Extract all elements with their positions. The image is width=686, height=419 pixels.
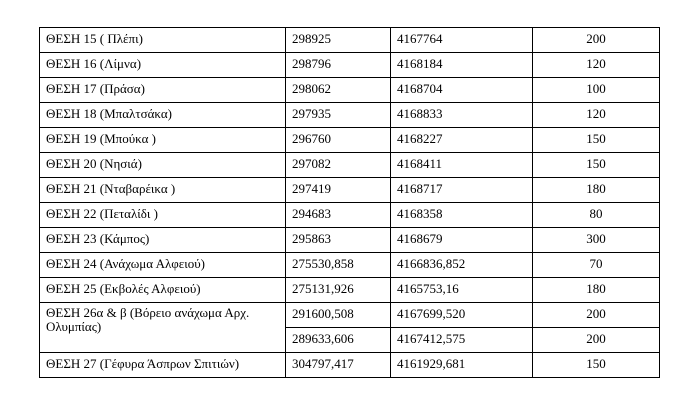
position-name-cell: ΘΕΣΗ 27 (Γέφυρα Άσπρων Σπιτιών) [40,353,286,378]
position-name-cell: ΘΕΣΗ 15 ( Πλέπι) [40,28,286,53]
position-name-cell: ΘΕΣΗ 24 (Ανάχωμα Αλφειού) [40,253,286,278]
y-coordinate-cell: 4168358 [391,203,533,228]
x-coordinate-cell: 298925 [286,28,391,53]
value-cell: 150 [533,353,660,378]
x-coordinate-cell: 291600,508 [286,303,391,328]
position-name-cell: ΘΕΣΗ 18 (Μπαλτσάκα) [40,103,286,128]
table-row [40,53,660,78]
table-row [40,28,660,53]
table-row [40,153,660,178]
table-row [40,178,660,203]
table-row [40,103,660,128]
position-name-cell: ΘΕΣΗ 19 (Μπούκα ) [40,128,286,153]
x-coordinate-cell: 294683 [286,203,391,228]
x-coordinate-cell: 295863 [286,228,391,253]
y-coordinate-cell: 4165753,16 [391,278,533,303]
table-row [40,353,660,378]
table-row [40,278,660,303]
x-coordinate-cell: 297082 [286,153,391,178]
x-coordinate-cell: 298062 [286,78,391,103]
x-coordinate-cell: 275131,926 [286,278,391,303]
y-coordinate-cell: 4166836,852 [391,253,533,278]
coordinates-table [39,27,660,378]
y-coordinate-cell: 4167699,520 [391,303,533,328]
y-coordinate-cell: 4168717 [391,178,533,203]
table-row [40,78,660,103]
value-cell: 80 [533,203,660,228]
x-coordinate-cell: 297419 [286,178,391,203]
table-row [40,303,660,328]
value-cell: 300 [533,228,660,253]
table-row [40,128,660,153]
value-cell: 180 [533,178,660,203]
y-coordinate-cell: 4168184 [391,53,533,78]
y-coordinate-cell: 4167764 [391,28,533,53]
table-row [40,253,660,278]
value-cell: 70 [533,253,660,278]
value-cell: 200 [533,328,660,353]
value-cell: 180 [533,278,660,303]
position-name-cell: ΘΕΣΗ 16 (Λίμνα) [40,53,286,78]
y-coordinate-cell: 4168704 [391,78,533,103]
value-cell: 100 [533,78,660,103]
value-cell: 200 [533,303,660,328]
y-coordinate-cell: 4168411 [391,153,533,178]
y-coordinate-cell: 4168679 [391,228,533,253]
value-cell: 120 [533,53,660,78]
position-name-cell: ΘΕΣΗ 22 (Πεταλίδι ) [40,203,286,228]
value-cell: 150 [533,153,660,178]
y-coordinate-cell: 4168227 [391,128,533,153]
x-coordinate-cell: 289633,606 [286,328,391,353]
y-coordinate-cell: 4161929,681 [391,353,533,378]
table-row [40,228,660,253]
position-name-cell: ΘΕΣΗ 26α & β (Βόρειο ανάχωμα Αρχ. Ολυμπίας) [40,303,286,353]
x-coordinate-cell: 275530,858 [286,253,391,278]
value-cell: 120 [533,103,660,128]
value-cell: 150 [533,128,660,153]
x-coordinate-cell: 298796 [286,53,391,78]
position-name-cell: ΘΕΣΗ 21 (Νταβαρέικα ) [40,178,286,203]
value-cell: 200 [533,28,660,53]
position-name-cell: ΘΕΣΗ 20 (Νησιά) [40,153,286,178]
table-row [40,203,660,228]
x-coordinate-cell: 297935 [286,103,391,128]
position-name-cell: ΘΕΣΗ 17 (Πράσα) [40,78,286,103]
x-coordinate-cell: 304797,417 [286,353,391,378]
y-coordinate-cell: 4168833 [391,103,533,128]
position-name-cell: ΘΕΣΗ 25 (Εκβολές Αλφειού) [40,278,286,303]
x-coordinate-cell: 296760 [286,128,391,153]
y-coordinate-cell: 4167412,575 [391,328,533,353]
position-name-cell: ΘΕΣΗ 23 (Κάμπος) [40,228,286,253]
